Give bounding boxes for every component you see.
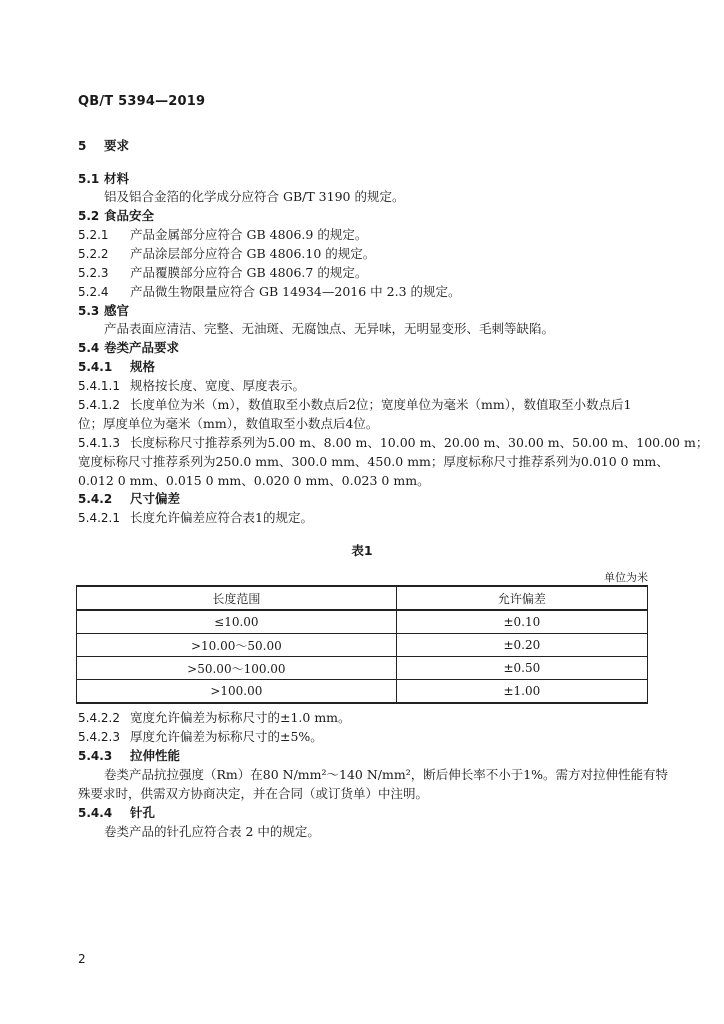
clause-title: 拉伸性能 <box>130 748 181 763</box>
clause-number: 5.2.1 <box>78 228 109 242</box>
clause-number: 5.4.1.3 <box>78 436 120 450</box>
text-line <box>78 473 430 489</box>
page-number: 2 <box>78 952 86 966</box>
clause-text: 产品表面应清洁、完整、无油斑、无腐蚀点、无异味，无明显变形、毛刺等缺陷。 <box>104 321 555 336</box>
clause-number: 5.4.1 <box>78 360 113 374</box>
text-line <box>78 710 351 726</box>
table-row <box>77 634 648 657</box>
text-line <box>78 303 129 319</box>
clause-title: 尺寸偏差 <box>130 491 181 506</box>
table-unit: 单位为米 <box>604 571 648 584</box>
text-line <box>104 321 554 337</box>
clause-text: 长度标称尺寸推荐系列为5.00 m、8.00 m、10.00 m、20.00 m、30.00 m、50.00 m、100.00 m； <box>130 435 709 450</box>
clause-number: 5.4.2.1 <box>78 511 120 525</box>
clause-text: 卷类产品抗拉强度（Rm）在80 N/mm²～140 N/mm²，断后伸长率不小于1%。需方对拉伸性能有特 <box>104 767 669 782</box>
clause-text: 长度单位为米（m），数值取至小数点后2位；宽度单位为毫米（mm），数值取至小数点后1 <box>130 397 632 412</box>
clause-number: 5.4.2.3 <box>78 730 120 744</box>
clause-text: 卷类产品的针孔应符合表 2 中的规定。 <box>104 824 320 839</box>
clause-number: 5.4.1.2 <box>78 398 120 412</box>
clause-text: 宽度标称尺寸推荐系列为250.0 mm、300.0 mm、450.0 mm；厚度标称尺寸推荐系列为0.010 0 mm、 <box>78 454 669 469</box>
text-line <box>78 805 155 821</box>
clause-text: 长度允许偏差应符合表1的规定。 <box>130 510 313 525</box>
clause-text: 产品金属部分应符合 GB 4806.9 的规定。 <box>130 227 368 242</box>
text-line <box>104 824 320 840</box>
table-header-row <box>77 586 648 610</box>
clause-text: 宽度允许偏差为标称尺寸的±1.0 mm。 <box>130 710 351 725</box>
clause-number: 5.4.4 <box>78 806 113 820</box>
clause-number: 5.3 <box>78 304 100 318</box>
clause-text: 厚度允许偏差为标称尺寸的±5%。 <box>130 729 323 744</box>
clause-number: 5.1 <box>78 172 100 186</box>
text-line <box>78 378 305 394</box>
clause-title: 卷类产品要求 <box>104 340 180 355</box>
clause-text: 产品微生物限量应符合 GB 14934—2016 中 2.3 的规定。 <box>130 284 461 299</box>
clause-text: 产品涂层部分应符合 GB 4806.10 的规定。 <box>130 246 376 261</box>
text-line <box>78 359 155 375</box>
text-line <box>78 227 367 243</box>
length-tolerance-table <box>76 585 648 704</box>
clause-number: 5.4.2 <box>78 492 113 506</box>
clause-number: 5.4.1.1 <box>78 379 120 393</box>
cell-range: >10.00～50.00 <box>77 634 397 657</box>
clause-text: 位；厚度单位为毫米（mm），数值取至小数点后4位。 <box>78 416 379 431</box>
text-line <box>104 767 668 783</box>
standard-code: QB/T 5394—2019 <box>78 94 206 109</box>
text-line <box>78 284 461 300</box>
clause-title: 食品安全 <box>104 208 155 223</box>
clause-text: 0.012 0 mm、0.015 0 mm、0.020 0 mm、0.023 0 mm。 <box>78 473 430 488</box>
text-line <box>78 340 179 356</box>
clause-number: 5.2 <box>78 209 100 223</box>
text-line <box>78 748 180 764</box>
text-line <box>78 171 129 187</box>
text-line <box>78 416 378 432</box>
clause-number: 5.2.3 <box>78 266 109 280</box>
cell-range: ≤10.00 <box>77 610 397 634</box>
clause-title: 材料 <box>104 171 130 186</box>
clause-title: 针孔 <box>130 805 156 820</box>
table-row <box>77 657 648 680</box>
table-title: 表1 <box>351 543 373 558</box>
clause-number: 5.4 <box>78 341 100 355</box>
text-line <box>78 246 375 262</box>
clause-title: 规格 <box>130 359 156 374</box>
text-line <box>78 435 708 451</box>
cell-tolerance: ±0.10 <box>396 610 647 634</box>
clause-number: 5.4.2.2 <box>78 711 120 725</box>
clause-text: 铝及铝合金箔的化学成分应符合 GB/T 3190 的规定。 <box>104 189 405 204</box>
header-length-range: 长度范围 <box>77 586 397 610</box>
text-line <box>78 138 129 154</box>
cell-tolerance: ±1.00 <box>396 680 647 704</box>
clause-number: 5 <box>78 139 87 153</box>
text-line <box>78 491 180 507</box>
cell-tolerance: ±0.20 <box>396 634 647 657</box>
clause-number: 5.4.3 <box>78 749 113 763</box>
clause-title: 要求 <box>104 138 130 153</box>
text-line <box>78 397 631 413</box>
text-line <box>78 729 323 745</box>
table-row <box>77 610 648 634</box>
text-line <box>78 265 367 281</box>
text-line <box>78 510 313 526</box>
clause-title: 感官 <box>104 303 130 318</box>
text-line <box>78 454 669 470</box>
clause-number: 5.2.4 <box>78 285 109 299</box>
cell-range: >100.00 <box>77 680 397 704</box>
clause-text: 殊要求时，供需双方协商决定，并在合同（或订货单）中注明。 <box>78 786 429 801</box>
header-tolerance: 允许偏差 <box>396 586 647 610</box>
text-line <box>104 189 404 205</box>
cell-tolerance: ±0.50 <box>396 657 647 680</box>
text-line <box>78 208 154 224</box>
clause-text: 规格按长度、宽度、厚度表示。 <box>130 378 306 393</box>
clause-number: 5.2.2 <box>78 247 109 261</box>
text-line <box>78 786 428 802</box>
cell-range: >50.00～100.00 <box>77 657 397 680</box>
table-row <box>77 680 648 704</box>
clause-text: 产品覆膜部分应符合 GB 4806.7 的规定。 <box>130 265 368 280</box>
